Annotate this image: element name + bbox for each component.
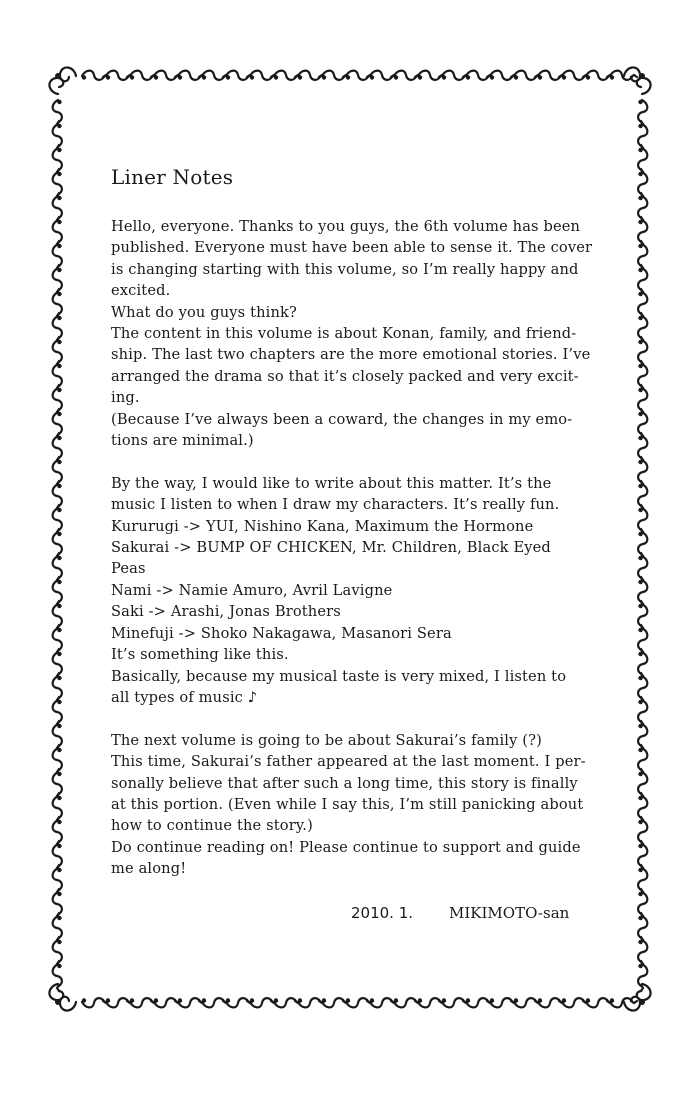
border-curl <box>638 244 642 248</box>
text-line: excited. <box>111 282 171 300</box>
text-line: published. Everyone must have been able to sense it. The cover <box>111 239 593 257</box>
paragraph-music <box>111 473 589 708</box>
border-curl <box>514 998 518 1002</box>
border-curl <box>82 75 86 79</box>
border-curl <box>466 75 470 79</box>
signature-author: MIKIMOTO-san <box>449 904 570 922</box>
border-curl <box>57 100 61 104</box>
border-curl <box>154 75 158 79</box>
border-curl <box>394 998 398 1002</box>
border-curl <box>274 75 278 79</box>
text-line: Sakurai -> BUMP OF CHICKEN, Mr. Children, Black Eyed <box>111 539 551 557</box>
border-curl <box>82 998 86 1002</box>
border-curl <box>538 998 542 1002</box>
border-curl <box>57 316 61 320</box>
border-corner-dot <box>55 73 61 79</box>
text-line: (Because I’ve always been a coward, the changes in my emo- <box>111 410 573 428</box>
border-curl <box>57 676 61 680</box>
border-curl <box>638 772 642 776</box>
border-curl <box>57 196 61 200</box>
border-curl <box>638 868 642 872</box>
border-curl <box>638 700 642 704</box>
border-curl <box>638 412 642 416</box>
border-curl <box>346 998 350 1002</box>
border-curl <box>322 75 326 79</box>
border-curl <box>57 268 61 272</box>
border-curl <box>57 340 61 344</box>
border-curl <box>638 796 642 800</box>
border-curl <box>638 604 642 608</box>
border-curl <box>178 998 182 1002</box>
text-line: Nami -> Namie Amuro, Avril Lavigne <box>111 581 393 599</box>
border-curl <box>638 676 642 680</box>
border-curl <box>57 148 61 152</box>
border-curl <box>418 75 422 79</box>
border-curl <box>514 75 518 79</box>
text-line: Kururugi -> YUI, Nishino Kana, Maximum the Hormone <box>111 517 534 535</box>
text-line: Do continue reading on! Please continue to support and guide <box>111 838 581 856</box>
border-curl <box>298 75 302 79</box>
border-curl <box>538 75 542 79</box>
border-curl <box>202 998 206 1002</box>
text-line: ing. <box>111 389 140 407</box>
text-line: Saki -> Arashi, Jonas Brothers <box>111 603 341 621</box>
border-curl <box>57 628 61 632</box>
border-curl <box>57 508 61 512</box>
border-curl <box>638 940 642 944</box>
border-curl <box>586 998 590 1002</box>
border-curl <box>418 998 422 1002</box>
border-curl <box>638 724 642 728</box>
text-line: Basically, because my musical taste is very mixed, I listen to <box>111 667 567 685</box>
text-line: Peas <box>111 560 146 578</box>
border-curl <box>130 75 134 79</box>
border-curl <box>562 75 566 79</box>
border-curl <box>130 998 134 1002</box>
border-curl <box>638 292 642 296</box>
border-curl <box>57 748 61 752</box>
border-curl <box>638 916 642 920</box>
border-curl <box>322 998 326 1002</box>
border-curl <box>562 998 566 1002</box>
border-curl <box>638 556 642 560</box>
border-curl <box>57 364 61 368</box>
border-curl <box>370 75 374 79</box>
border-curl <box>250 75 254 79</box>
border-curl <box>57 244 61 248</box>
text-line: all types of music ♪ <box>111 688 258 706</box>
text-line: The content in this volume is about Konan, family, and friend- <box>111 325 577 343</box>
border-curl <box>57 700 61 704</box>
border-curl <box>57 820 61 824</box>
text-line: is changing starting with this volume, so I’m really happy and <box>111 260 579 278</box>
border-curl <box>57 292 61 296</box>
paragraph-intro <box>111 216 593 451</box>
border-curl <box>466 998 470 1002</box>
border-curl <box>57 772 61 776</box>
border-curl <box>57 916 61 920</box>
border-curl <box>638 364 642 368</box>
border-curl <box>250 998 254 1002</box>
border-curl <box>610 75 614 79</box>
border-curl <box>226 998 230 1002</box>
border-curl <box>638 124 642 128</box>
border-curl <box>57 652 61 656</box>
border-curl <box>638 196 642 200</box>
border-curl <box>57 868 61 872</box>
border-corner-dot <box>639 73 645 79</box>
border-curl <box>57 964 61 968</box>
border-curl <box>57 580 61 584</box>
border-curl <box>57 172 61 176</box>
border-corner-dot <box>55 999 61 1005</box>
border-curl <box>638 460 642 464</box>
border-corner <box>60 997 76 1011</box>
text-line: What do you guys think? <box>111 303 297 321</box>
border-curl <box>394 75 398 79</box>
border-curl <box>638 148 642 152</box>
border-curl <box>638 532 642 536</box>
paragraph-next-volume <box>111 730 589 880</box>
border-curl <box>442 998 446 1002</box>
border-curl <box>638 316 642 320</box>
border-curl <box>57 388 61 392</box>
border-curl <box>298 998 302 1002</box>
border-curl <box>638 100 642 104</box>
border-curl <box>57 460 61 464</box>
border-curl <box>57 724 61 728</box>
border-curl <box>57 436 61 440</box>
border-curl <box>638 484 642 488</box>
border-curl <box>638 628 642 632</box>
border-curl <box>638 652 642 656</box>
border-curl <box>57 604 61 608</box>
text-line: music I listen to when I draw my characters. It’s really fun. <box>111 496 560 514</box>
border-curl <box>57 484 61 488</box>
text-line: This time, Sakurai’s father appeared at the last moment. I per- <box>111 753 586 771</box>
border-curl <box>57 940 61 944</box>
border-curl <box>638 892 642 896</box>
border-curl <box>57 220 61 224</box>
border-curl <box>638 748 642 752</box>
border-curl <box>610 998 614 1002</box>
border-curl <box>57 844 61 848</box>
text-line: tions are minimal.) <box>111 432 254 450</box>
border-curl <box>106 75 110 79</box>
border-curl <box>638 340 642 344</box>
signature <box>111 902 589 926</box>
border-curl <box>586 75 590 79</box>
border-curl <box>57 556 61 560</box>
border-curl <box>638 820 642 824</box>
text-line: how to continue the story.) <box>111 817 313 835</box>
border-curl <box>638 172 642 176</box>
border-curl <box>57 124 61 128</box>
border-curl <box>638 220 642 224</box>
border-curl <box>178 75 182 79</box>
border-curl <box>638 388 642 392</box>
border-corner-dot <box>639 999 645 1005</box>
border-curl <box>638 964 642 968</box>
text-line: By the way, I would like to write about this matter. It’s the <box>111 474 552 492</box>
text-line: It’s something like this. <box>111 646 289 664</box>
text-line: sonally believe that after such a long time, this story is finally <box>111 774 578 792</box>
border-curl <box>106 998 110 1002</box>
border-curl <box>57 892 61 896</box>
border-curl <box>638 580 642 584</box>
text-line: at this portion. (Even while I say this, I’m still panicking about <box>111 795 584 813</box>
border-curl <box>154 998 158 1002</box>
border-curl <box>442 75 446 79</box>
border-curl <box>202 75 206 79</box>
page-title: Liner Notes <box>111 165 234 189</box>
border-curl <box>57 532 61 536</box>
text-line: me along! <box>111 860 187 878</box>
border-curl <box>346 75 350 79</box>
border-curl <box>57 796 61 800</box>
border-curl <box>226 75 230 79</box>
text-line: arranged the drama so that it’s closely packed and very excit- <box>111 367 579 385</box>
border-curl <box>490 998 494 1002</box>
border-curl <box>638 508 642 512</box>
border-curl <box>370 998 374 1002</box>
liner-notes-body <box>111 163 593 901</box>
border-curl <box>638 844 642 848</box>
text-line: The next volume is going to be about Sakurai’s family (?) <box>111 731 542 749</box>
border-curl <box>638 268 642 272</box>
border-curl <box>57 412 61 416</box>
border-curl <box>274 998 278 1002</box>
text-line: Hello, everyone. Thanks to you guys, the 6th volume has been <box>111 218 581 235</box>
border-curl <box>490 75 494 79</box>
text-line: ship. The last two chapters are the more emotional stories. I’ve <box>111 346 591 364</box>
border-corner <box>60 67 76 81</box>
signature-date: 2010. 1. <box>351 904 414 922</box>
text-line: Minefuji -> Shoko Nakagawa, Masanori Sera <box>111 624 452 642</box>
border-curl <box>638 436 642 440</box>
